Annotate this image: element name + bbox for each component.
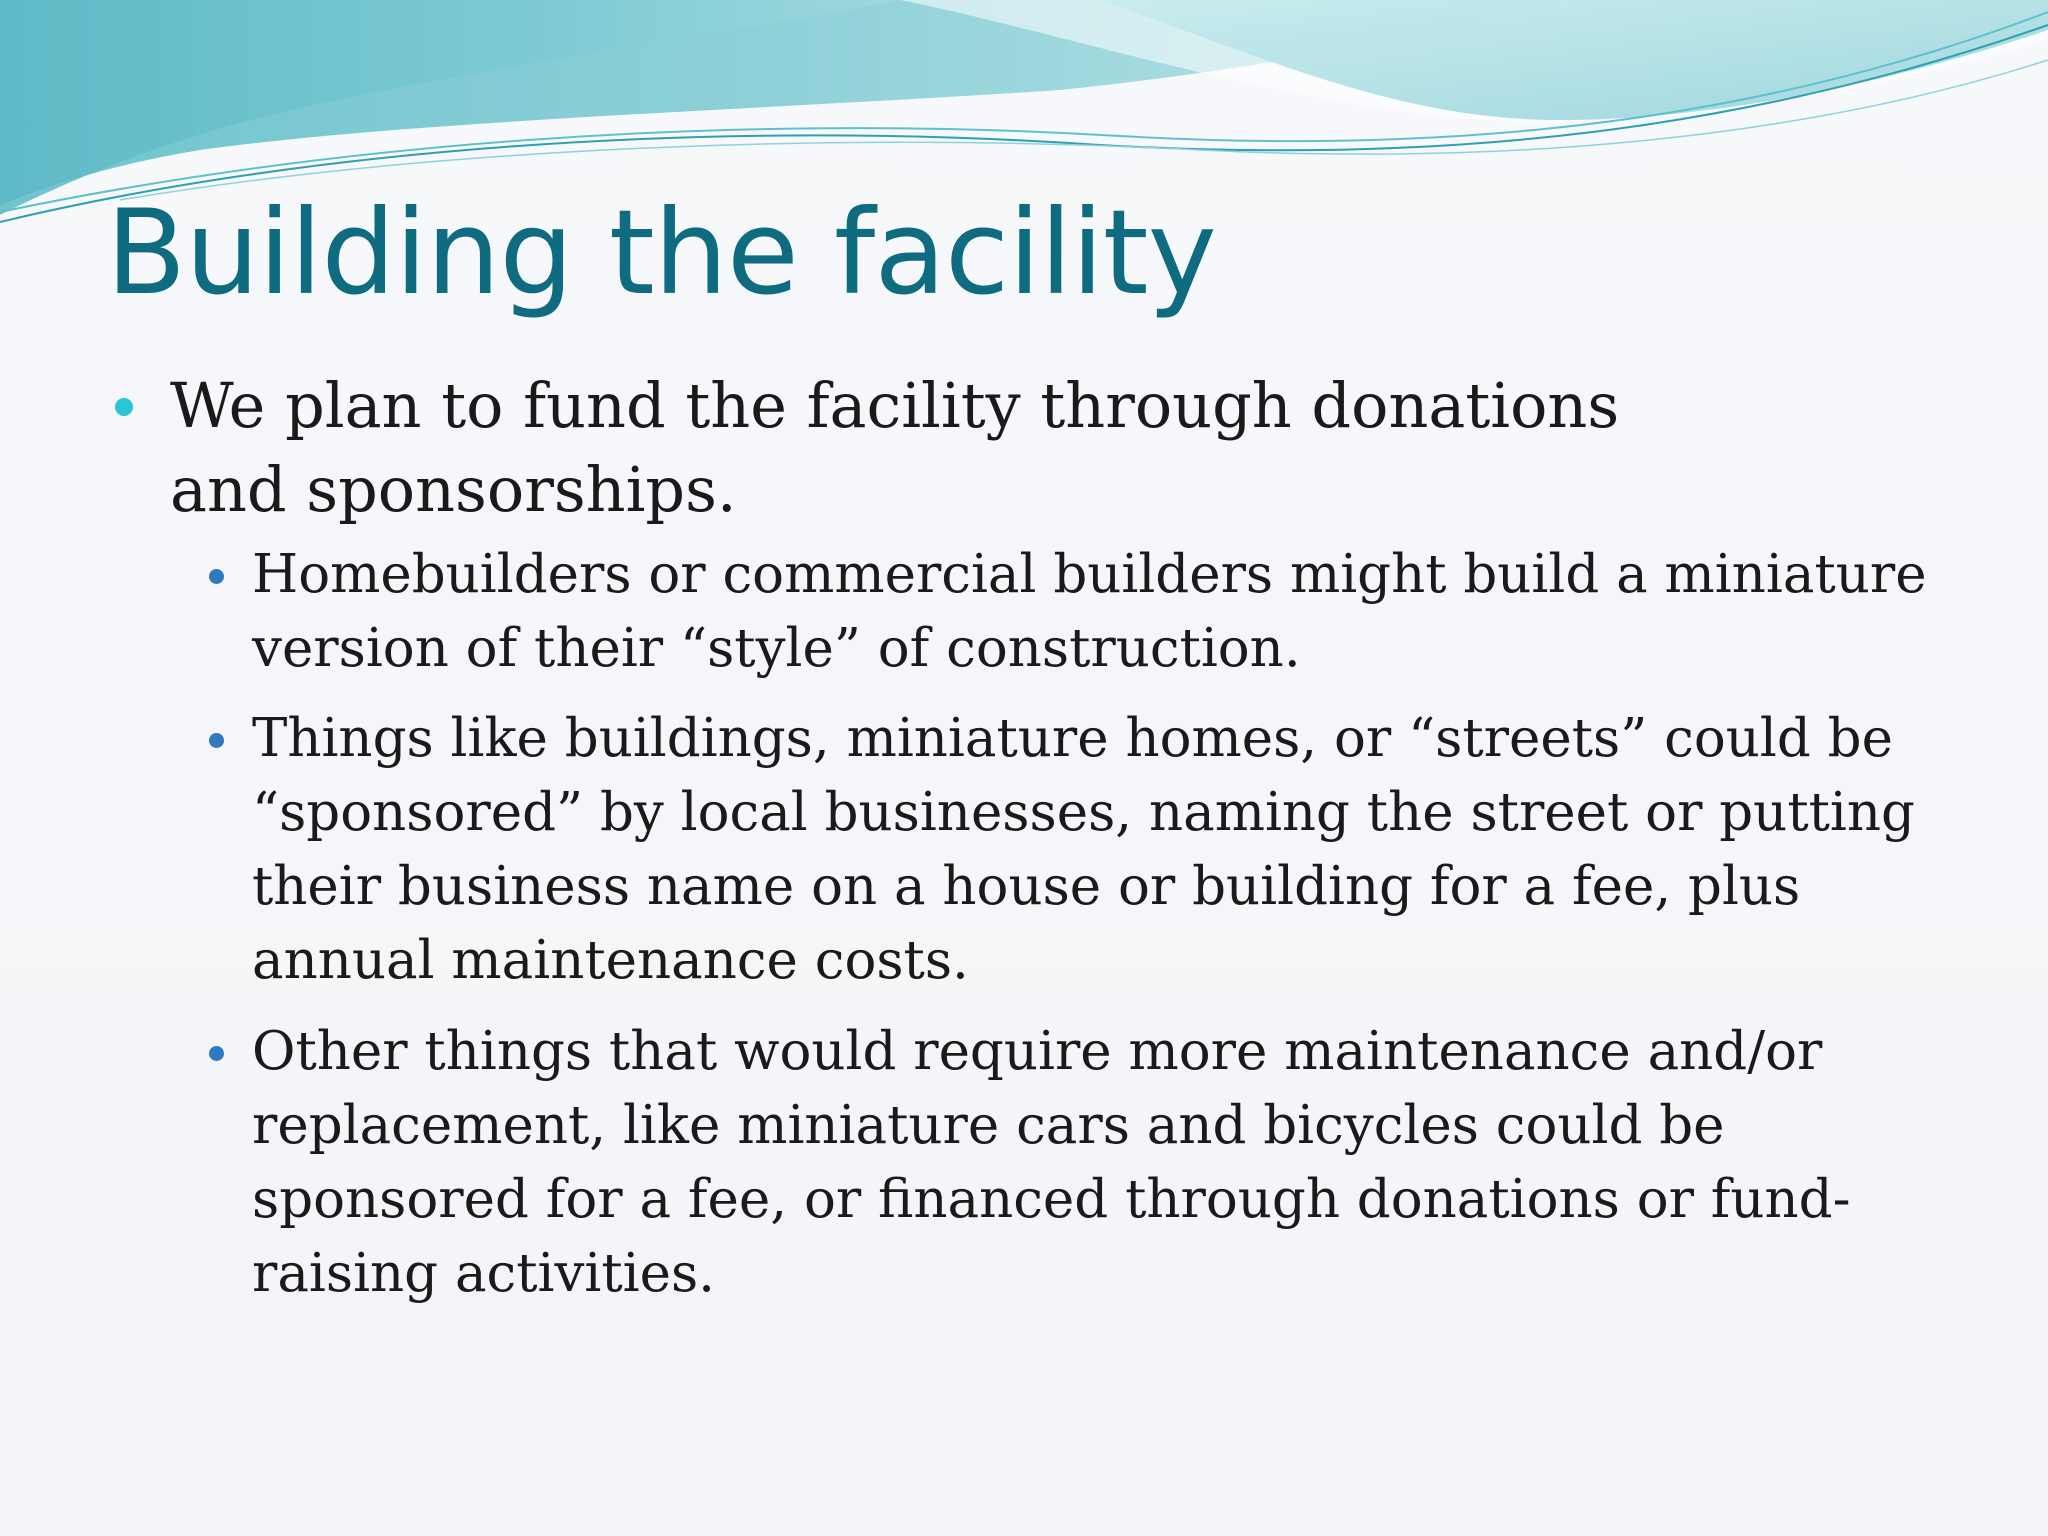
bullet-item-level2 [252,1015,1952,1311]
bullet-text: We plan to fund the facility through donations and sponsorships. [170,369,1620,526]
bullet-text: Things like buildings, miniature homes, or “streets” could be “sponsored” by local businesses, naming the street or putting their business name on a house or building for a fee, plus annual maintenance costs. [252,708,1915,991]
bullet-item-level1 [170,364,1730,532]
bullet-dot-icon [209,1046,224,1061]
bullet-dot-icon [209,733,224,748]
bullet-dot-icon [115,398,133,416]
slide-title: Building the facility [106,184,1216,321]
bullet-item-level2 [252,538,1952,686]
bullet-dot-icon [209,569,224,584]
bullet-item-level2 [252,702,1952,998]
bullet-text: Homebuilders or commercial builders might build a miniature version of their “style” of construction. [252,544,1927,679]
bullet-text: Other things that would require more maintenance and/or replacement, like miniature cars and bicycles could be sponsored for a fee, or financed through donations or fund-raising activities. [252,1021,1851,1304]
